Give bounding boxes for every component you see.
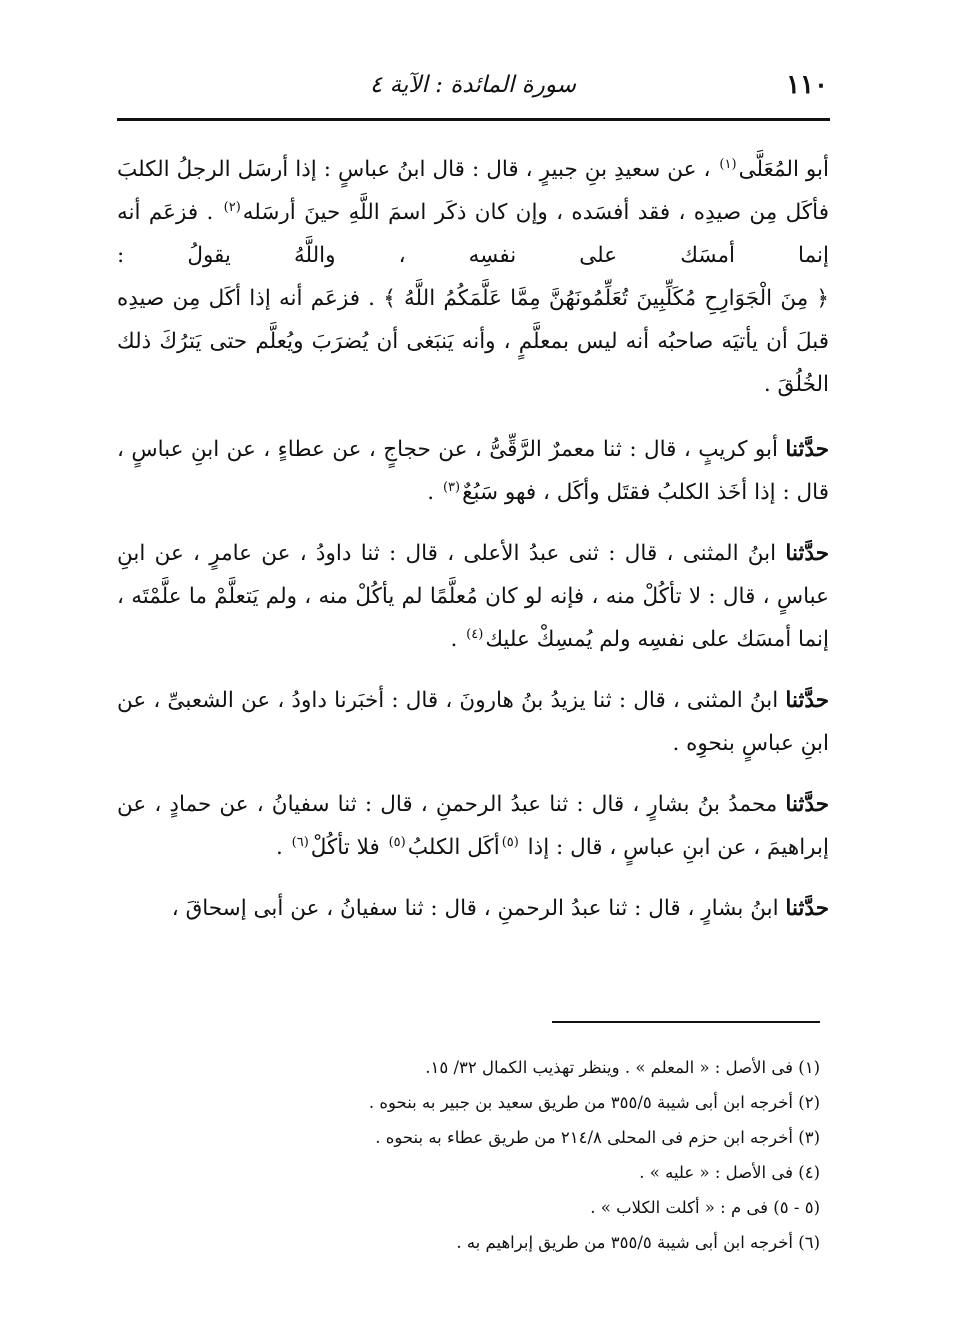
text-run: محمدُ بنُ بشارٍ ، قال : ثنا عبدُ الرحمنِ ، قال : ثنا سفيانُ ، عن حمادٍ ، عن إبراهيمَ ، عن ابنِ عباسٍ ، قال : إذا (117, 792, 829, 860)
footnote: (٤) فى الأصل : « عليه » . (639, 1163, 820, 1182)
paragraph (117, 148, 829, 406)
text-run: . (450, 627, 465, 652)
text-run: ابنُ المثنى ، قال : ثنا يزيدُ بنُ هارونَ ، قال : أخبَرنا داودُ ، عن الشعبىِّ ، عن ابنِ عباسٍ بنحوِه . (117, 688, 829, 756)
text-run: أبو كريبٍ ، قال : ثنا معمرٌ الرَّقِّىُّ ، عن حجاجٍ ، عن عطاءٍ ، عن ابنِ عباسٍ ، قال : إذا أخَذ الكلبُ فقتَل وأكَل ، فهو سَبُعٌ (117, 437, 829, 505)
hadith-lead: حدَّثنا (785, 541, 829, 566)
text-run: . فزعَم أنه إذا أكَل مِن صيدِه قبلَ أن يأتيَه صاحبُه أنه ليس بمعلَّمٍ ، وأنه يَنبَغى أن يُضرَبَ ويُعلَّم حتى يَترُكَ ذلك الخُلُقَ . (117, 286, 829, 397)
paragraph (117, 532, 829, 661)
running-title: سورة المائدة : الآية ٤ (369, 72, 577, 98)
page-number: ١١٠ (786, 70, 828, 100)
footnote-marker: (٤) (466, 626, 484, 642)
footnote-marker: (٢) (223, 199, 241, 215)
quran-quote: ﴿ مِنَ الْجَوَارِحِ مُكَلِّبِينَ تُعَلِّمُونَهُنَّ مِمَّا عَلَّمَكُمُ اللَّهُ ﴾ (383, 286, 830, 311)
footnote: (٢) أخرجه ابن أبى شيبة ٣٥٥/٥ من طريق سعيد بن جبير به بنحوه . (368, 1093, 820, 1112)
text-run: . (427, 480, 441, 505)
footnote: (١) فى الأصل : « المعلم » . وينظر تهذيب الكمال ٣٢/ ١٥. (425, 1058, 820, 1077)
header-rule (117, 118, 830, 121)
page-header (118, 62, 828, 108)
footnote: (٣) أخرجه ابن حزم فى المحلى ٢١٤/٨ من طريق عطاء به بنحوه . (375, 1128, 820, 1147)
text-run: ، عن سعيدِ بنِ جبيرٍ ، قال : قال ابنُ عباسٍ : إذا أرسَل الرجلُ الكلبَ فأكَل مِن صيدِه ، فقد أفسَده ، وإن كان ذكَر اسمَ اللَّهِ حينَ أرسَله (117, 157, 830, 225)
text-run: أكَل الكلبُ (407, 835, 500, 860)
footnote-marker: (٥) (388, 834, 406, 850)
footnote-marker: (٦) (291, 834, 309, 850)
main-text (117, 148, 829, 948)
text-run: . فزعَم أنه إنما أمسَك على نفسِه ، واللَّهُ يقولُ : (117, 200, 829, 268)
footnote-separator (552, 1021, 820, 1023)
footnote-marker: (٥) (501, 834, 519, 850)
paragraph (117, 783, 829, 869)
hadith-lead: حدَّثنا (785, 437, 829, 462)
text-run: ابنُ بشارٍ ، قال : ثنا عبدُ الرحمنِ ، قال : ثنا سفيانُ ، عن أبى إسحاقَ ، (171, 896, 786, 921)
text-run: أبو المُعَلَّى (738, 157, 829, 182)
text-run: فلا تأكُلْ (310, 835, 387, 860)
paragraph (117, 887, 829, 930)
footnote-marker: (٣) (442, 479, 461, 495)
footnote-marker: (١) (719, 156, 737, 172)
text-run: ابنُ المثنى ، قال : ثنى عبدُ الأعلى ، قال : ثنا داودُ ، عن عامرٍ ، عن ابنِ عباسٍ ، قال : لا تأكُلْ منه ، فإنه لو كان مُعلَّمًا لم يأكُلْ منه ، ولم يَتعلَّمْ ما علَّمْتَه ، إنما أمسَك على نفسِه ولم يُمسِكْ عليك (117, 541, 829, 652)
paragraph (117, 679, 829, 765)
paragraph (117, 428, 829, 514)
hadith-lead: حدَّثنا (785, 896, 829, 921)
hadith-lead: حدَّثنا (785, 792, 829, 817)
hadith-lead: حدَّثنا (785, 688, 829, 713)
text-run: . (275, 835, 290, 860)
footnotes (117, 1050, 820, 1260)
footnote: (٦) أخرجه ابن أبى شيبة ٣٥٥/٥ من طريق إبراهيم به . (456, 1233, 820, 1252)
footnote: (٥ - ٥) فى م : « أكلت الكلاب » . (590, 1198, 820, 1217)
